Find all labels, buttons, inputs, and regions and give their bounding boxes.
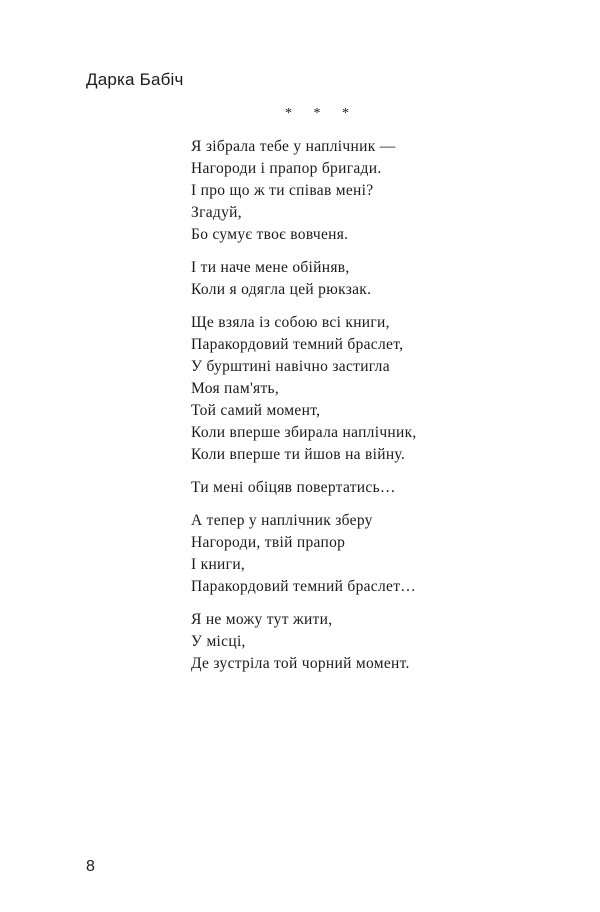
poem-line: Паракордовий темний браслет… (191, 578, 417, 595)
poem-line: Коли я одягла цей рюкзак. (191, 281, 372, 298)
poem-line: Моя пам'ять, (191, 380, 280, 397)
poem-stanza (191, 477, 511, 499)
poem-line: Ще взяла із собою всі книги, (191, 314, 390, 331)
poem-line: А тепер у наплічник зберу (191, 512, 373, 529)
poem-stanza (191, 136, 511, 246)
poem-stanza (191, 257, 511, 301)
poem-line: Згадуй, (191, 204, 242, 221)
poem-line: Нагороди і прапор бригади. (191, 160, 382, 177)
poem-stanza (191, 510, 511, 598)
poem-separator: * * * (285, 106, 358, 121)
poem-line: Той самий момент, (191, 402, 321, 419)
poem-line: І книги, (191, 556, 246, 573)
poem-line: У місці, (191, 633, 246, 650)
poem-line: Де зустріла той чорний момент. (191, 655, 410, 672)
poem-line: Нагороди, твій прапор (191, 534, 346, 551)
poem-stanza (191, 312, 511, 466)
poem-line: Я не можу тут жити, (191, 611, 333, 628)
poem-line: Коли вперше ти йшов на війну. (191, 446, 406, 463)
running-header-author: Дарка Бабіч (86, 70, 184, 89)
poem-line: Бо сумує твоє вовченя. (191, 226, 349, 243)
poem-line: Коли вперше збирала наплічник, (191, 424, 417, 441)
poem-line: У бурштині навічно застигла (191, 358, 390, 375)
poem-line: Я зібрала тебе у наплічник — (191, 138, 396, 155)
poem-line: І ти наче мене обійняв, (191, 259, 350, 276)
poem-body (191, 136, 511, 686)
poem-line: Паракордовий темний браслет, (191, 336, 404, 353)
poem-line: І про що ж ти співав мені? (191, 182, 374, 199)
poem-line: Ти мені обіцяв повертатись… (191, 479, 396, 496)
poem-stanza (191, 609, 511, 675)
page-number: 8 (86, 858, 95, 875)
